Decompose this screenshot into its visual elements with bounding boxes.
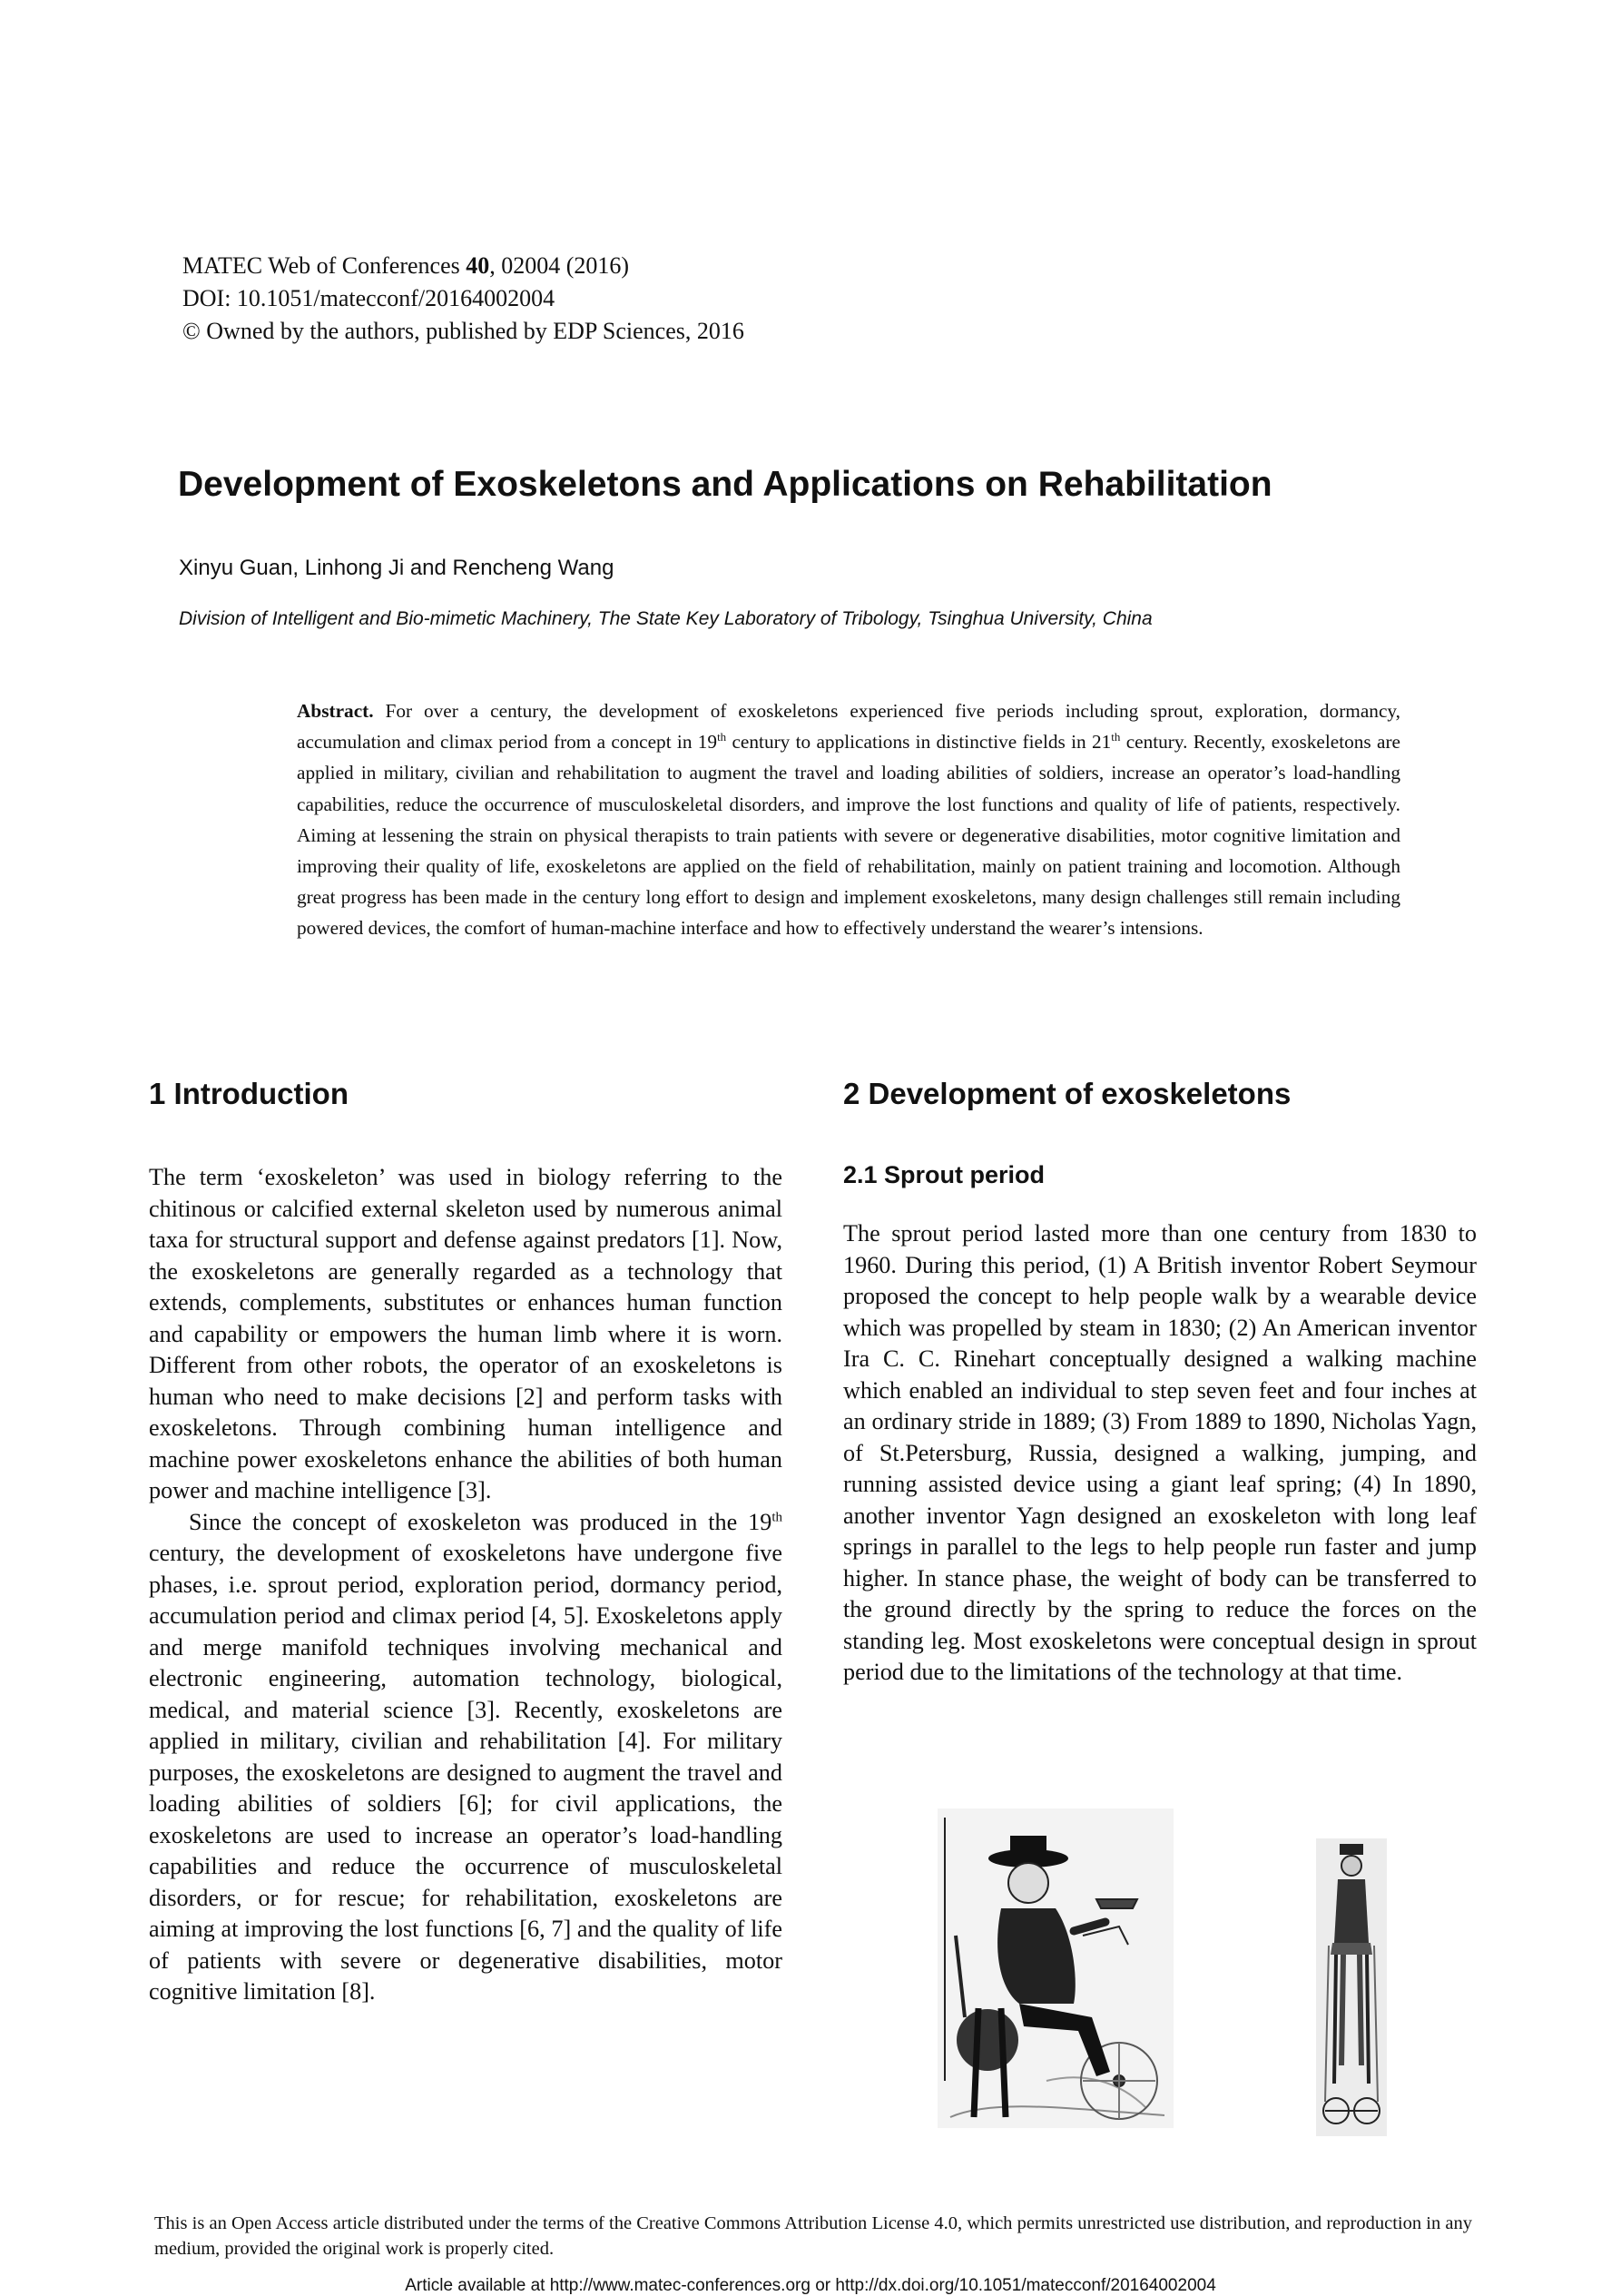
abstract-sup-1: th: [717, 730, 727, 744]
doi-line: DOI: 10.1051/matecconf/20164002004: [182, 285, 555, 311]
abstract-text-1: For over a century, the development of exoskeletons experienced five periods including sprout, exploration, dormancy, accumulation and climax period from a concept in 19: [297, 700, 1400, 754]
introduction-paragraph-2: [149, 1507, 782, 2008]
abstract-label: Abstract.: [297, 700, 374, 722]
introduction-paragraph-1: The term ‘exoskeleton’ was used in biology referring to the chitinous or calcified external skeleton used by numerous animal taxa for structural support and defense against predators [1]. Now, the exoskeletons are generally regarded as a technology that extends, complements, substitutes or enhances human function and capability or empowers the human limb where it is worn. Different from other robots, the operator of an exoskeletons is human who need to make decisions [2] and perform tasks with exoskeletons. Through combining human intelligence and machine power exoskeletons enhance the abilities of both human power and machine intelligence [3].: [149, 1164, 782, 1503]
introduction-paragraph-2-sup: th: [771, 1509, 782, 1524]
availability-mid: or: [810, 2276, 836, 2295]
journal-header: [182, 250, 744, 348]
introduction-paragraph-2-b: century, the development of exoskeletons have undergone five phases, i.e. sprout period, exploration period, dormancy period, accumulation period and climax period [4, 5]. Exoskeletons apply and merge manifold techniques involving mechanical and electronic engineering, automation technology, biological, medical, and material science [3]. Recently, exoskeletons are applied in military, civilian and rehabilitation [4]. For military purposes, the exoskeletons are designed to augment the travel and loading abilities of soldiers [6]; for civil applications, the exoskeletons are used to increase an operator’s load-handling capabilities and reduce the occurrence of musculoskeletal disorders, or for rescue; for rehabilitation, exoskeletons are aiming at improving the lost functions [6, 7] and the quality of life of patients with severe or degenerative disabilities, motor cognitive limitation [8].: [149, 1540, 782, 2005]
subsection-heading-sprout-period: 2.1 Sprout period: [843, 1161, 1046, 1188]
introduction-paragraph-2-a: Since the concept of exoskeleton was produced in the 19: [189, 1508, 772, 1535]
introduction-body: [149, 1162, 782, 2008]
abstract-sup-2: th: [1111, 730, 1121, 744]
journal-line: [182, 250, 744, 282]
paper-title: Development of Exoskeletons and Applications on Rehabilitation: [178, 465, 1272, 504]
sprout-period-body: [843, 1218, 1477, 1689]
copyright-line: [182, 315, 744, 348]
section-heading-introduction: 1 Introduction: [149, 1077, 349, 1110]
doi-link[interactable]: http://dx.doi.org/10.1051/matecconf/20164002004: [835, 2276, 1216, 2295]
availability-prefix: Article available at: [405, 2276, 550, 2295]
sprout-period-paragraph: The sprout period lasted more than one century from 1830 to 1960. During this period, (1) A British inventor Robert Seymour proposed the concept to help people walk by a wearable device which was propelled by steam in 1830; (2) An American inventor Ira C. C. Rinehart conceptually designed a walking machine which enabled an individual to step seven feet and four inches at an ordinary stride in 1889; (3) From 1889 to 1890, Nicholas Yagn, of St.Petersburg, Russia, designed a walking, jumping, and running assisted device using a giant leaf spring; (4) In 1890, another inventor Yagn designed an exoskeleton with long leaf springs in parallel to the legs to help people run faster and jump higher. In stance phase, the weight of body can be transferred to the ground directly by the spring to reduce the forces on the standing leg. Most exoskeletons were conceptual design in sprout period due to the limitations of the technology at that time.: [843, 1220, 1477, 1685]
figure-leaf-spring-exoskeleton: [1316, 1838, 1387, 2136]
journal-site-link[interactable]: http://www.matec-conferences.org: [549, 2276, 810, 2295]
license-notice: This is an Open Access article distributed under the terms of the Creative Commons Attribution License 4.0, which permits unrestricted use distribution, and reproduction in any medium, provided the original work is properly cited.: [154, 2213, 1472, 2259]
figure-steam-walking-device: [938, 1808, 1174, 2128]
copyright-symbol: ©: [182, 318, 201, 344]
paper-authors: Xinyu Guan, Linhong Ji and Rencheng Wang: [179, 556, 614, 580]
abstract-text-2: century to applications in distinctive fields in 21: [726, 731, 1112, 754]
abstract-text-3: century. Recently, exoskeletons are applied in military, civilian and rehabilitation to augment the travel and loading abilities of soldiers, increase an operator’s load-handling capabilities, reduce the occurrence of musculoskeletal disorders, and improve the lost functions and quality of life of patients, respectively. Aiming at lessening the strain on physical therapists to train patients with severe or degenerative disabilities, motor cognitive limitation and improving their quality of life, exoskeletons are applied on the field of rehabilitation, mainly on patient training and locomotion. Although great progress has been made in the century long effort to design and implement exoskeletons, many design challenges still remain including powered devices, the comfort of human-machine interface and how to effectively understand the wearer’s intensions.: [297, 731, 1400, 940]
article-number: , 02004 (2016): [489, 252, 630, 279]
section-heading-development: 2 Development of exoskeletons: [843, 1077, 1292, 1110]
journal-volume: 40: [466, 252, 490, 279]
copyright-text: Owned by the authors, published by EDP Sciences, 2016: [200, 318, 744, 344]
journal-name: MATEC Web of Conferences: [182, 252, 460, 279]
paper-affiliation: Division of Intelligent and Bio-mimetic Machinery, The State Key Laboratory of Tribology, Tsinghua University, China: [179, 608, 1153, 629]
abstract: [297, 695, 1400, 944]
